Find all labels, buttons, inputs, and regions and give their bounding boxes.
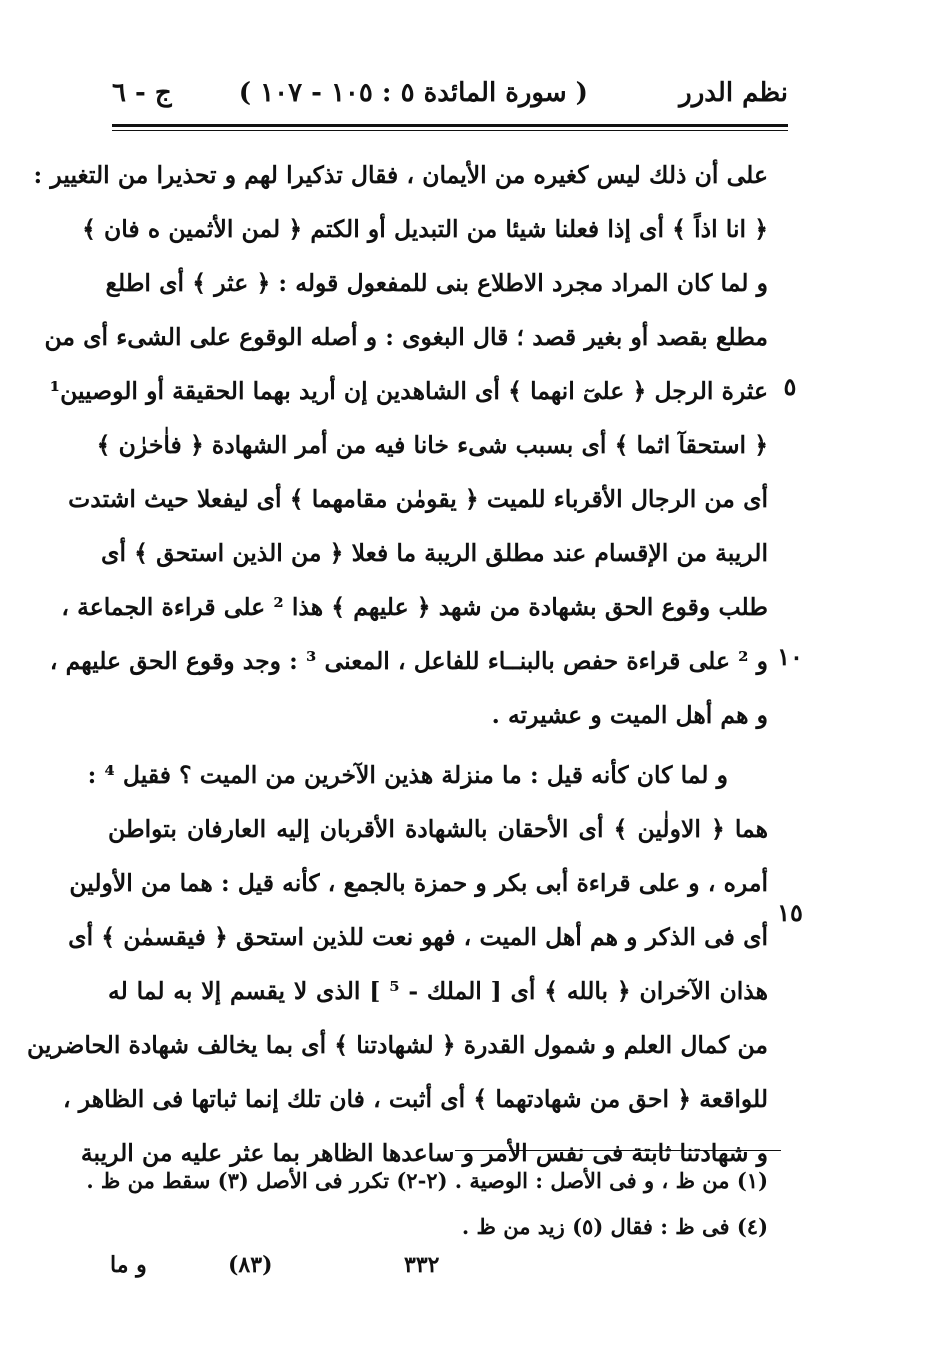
text-line: أى فى الذكر و هم أهل الميت ، فهو نعت للذين استحق ﴿ فيقسمٰن ﴾ أى [68,923,768,951]
page-number: ٣٣٢ [404,1252,440,1278]
text-line: هما ﴿ الاولٰين ﴾ أى الأحقان بالشهادة الأقربان إليه العارفان بتواطن [108,815,768,843]
surah-reference: ( سورة المائدة ٥ : ١٠٥ - ١٠٧ ) [238,78,588,108]
page-header [112,78,788,118]
line-number-15: ١٥ [777,898,803,927]
text-line: أى من الرجال الأقرباء للميت ﴿ يقومٰن مقامهما ﴾ أى ليفعلا حيث اشتدت [68,485,768,513]
text-line: هذان الآخران ﴿ بالله ﴾ أى [ الملك - ⁵ ] الذى لا يقسم إلا به لما له [108,977,768,1005]
text-line: من كمال العلم و شمول القدرة ﴿ لشهادتنا ﴾ أى بما يخالف شهادة الحاضرين [26,1031,768,1059]
footnotes [86,1158,768,1250]
text-line: و لما كان كأنه قيل : ما منزلة هذين الآخرين من الميت ؟ فقيل ⁴ : [87,761,728,789]
volume-page-number: (٨٣) [228,1252,273,1278]
volume-label: ج - ٦ [112,78,172,108]
text-line: مطلع بقصد أو بغير قصد ؛ قال البغوى : و أصله الوقوع على الشىء أى من [44,323,768,351]
footnote-rule [455,1150,781,1151]
text-line: و ² على قراءة حفص بالبنــاء للفاعل ، المعنى ³ : وجد وقوع الحق عليهم ، [49,647,768,675]
text-line: الريبة من الإقسام عند مطلق الريبة ما فعلا ﴿ من الذين استحق ﴾ أى [101,539,768,567]
text-line: للواقعة ﴿ احق من شهادتهما ﴾ أى أثبت ، فان تلك إنما ثباتها فى الظاهر ، [63,1085,768,1113]
header-rule-thick [112,124,788,127]
footnote-line: (١) من ظ ، و فى الأصل : الوصية . (٢-٢) تكرر فى الأصل (٣) سقط من ظ . [86,1168,768,1193]
text-line: ﴿ انا اذاً ﴾ أى إذا فعلنا شيئا من التبديل أو الكتم ﴿ لمن الأثمين ه فان ﴾ [82,215,768,243]
body-text [26,148,768,1180]
text-line: أمره ، و على قراءة أبى بكر و حمزة بالجمع ، كأنه قيل : هما من الأولين [69,869,768,897]
text-line: و هم أهل الميت و عشيرته . [491,701,768,729]
text-line: على أن ذلك ليس كغيره من الأيمان ، فقال تذكيرا لهم و تحذيرا من التغيير : [33,161,768,189]
line-number-5: ٥ [783,372,797,401]
text-line: عثرة الرجل ﴿ علىٓ انهما ﴾ أى الشاهدين إن أريد بهما الحقيقة أو الوصيين¹ [49,377,768,405]
text-line: طلب وقوع الحق بشهادة من شهد ﴿ عليهم ﴾ هذا ² على قراءة الجماعة ، [61,593,768,621]
book-title: نظم الدرر [679,78,788,108]
header-rule-thin [112,130,788,131]
catchword: و ما [110,1252,147,1278]
text-line: و شهادتنا ثابتة فى نفس الأمر و ساعدها الظاهر بما عثر عليه من الريبة [80,1139,768,1167]
footnote-line: (٤) فى ظ : فقال (٥) زيد من ظ . [461,1214,768,1239]
text-line: و لما كان المراد مجرد الاطلاع بنى للمفعول قوله : ﴿ عثر ﴾ أى اطلع [105,269,768,297]
text-line: ﴿ استحقآ اثما ﴾ أى بسبب شىء خانا فيه من أمر الشهادة ﴿ فاٰخرٰن ﴾ [96,431,768,459]
line-number-10: ١٠ [777,642,803,671]
